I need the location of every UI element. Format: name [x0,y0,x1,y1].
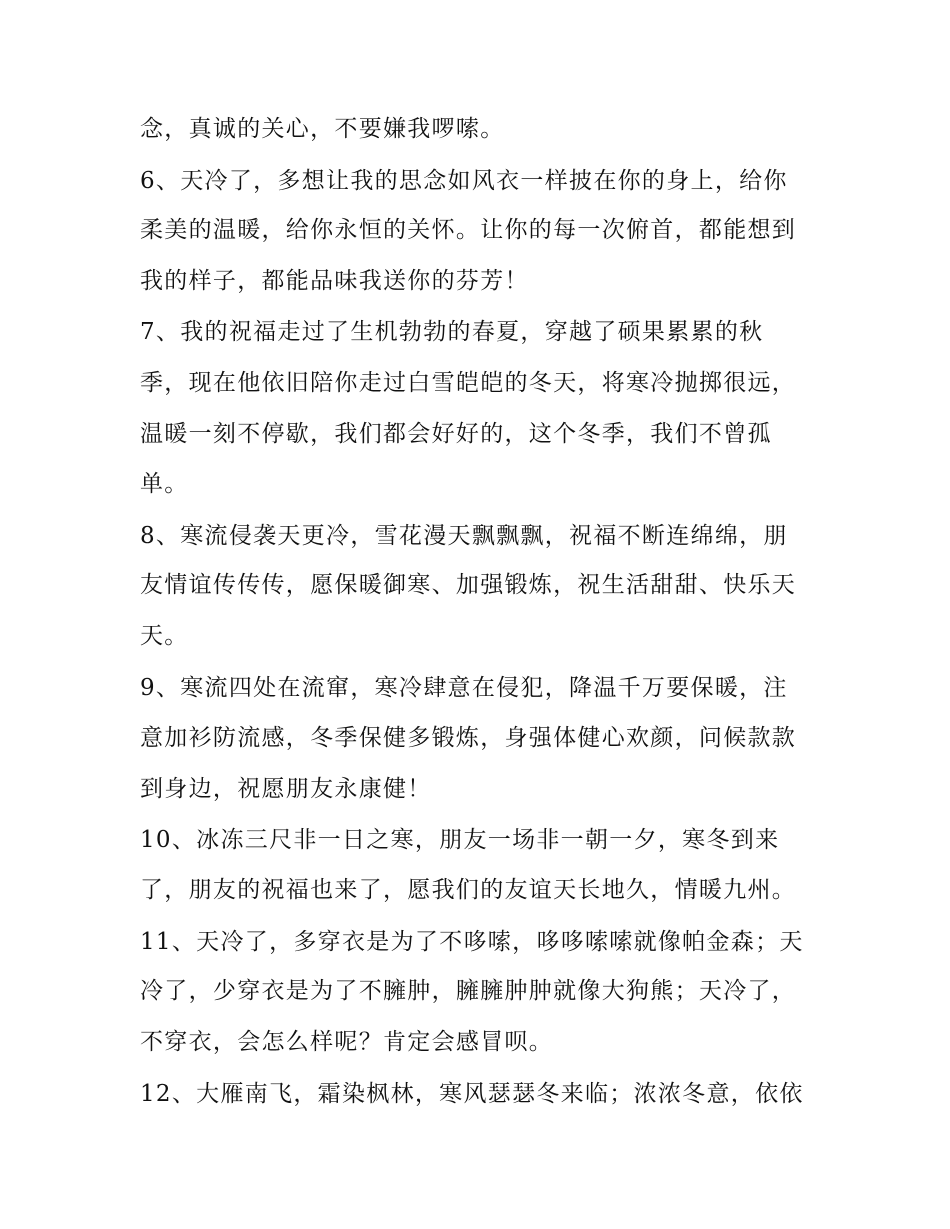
text-line: 温暖一刻不停歇，我们都会好好的，这个冬季，我们不曾孤 [140,421,772,447]
text-line: 了，朋友的祝福也来了，愿我们的友谊天长地久，情暖九州。 [140,877,797,903]
text-line: 11、天冷了，多穿衣是为了不哆嗦，哆哆嗦嗦就像帕金森；天 [140,929,804,955]
text-line: 7、我的祝福走过了生机勃勃的春夏，穿越了硕果累累的秋 [140,319,764,345]
text-line: 10、冰冻三尺非一日之寒，朋友一场非一朝一夕，寒冬到来 [140,827,780,853]
text-line: 季，现在他依旧陪你走过白雪皑皑的冬天，将寒冷抛掷很远， [140,370,797,396]
text-line: 到身边，祝愿朋友永康健！ [140,776,432,802]
text-line: 冷了，少穿衣是为了不臃肿，臃臃肿肿就像大狗熊；天冷了， [140,978,797,1004]
text-line: 念，真诚的关心，不要嫌我啰嗦。 [140,116,505,142]
text-line: 柔美的温暖，给你永恒的关怀。让你的每一次俯首，都能想到 [140,217,797,243]
text-line: 意加衫防流感，冬季保健多锻炼，身强体健心欢颜，问候款款 [140,725,797,751]
text-line: 6、天冷了，多想让我的思念如风衣一样披在你的身上，给你 [140,168,788,194]
text-line: 友情谊传传传，愿保暖御寒、加强锻炼，祝生活甜甜、快乐天 [140,572,797,598]
text-line: 不穿衣，会怎么样呢？肯定会感冒呗。 [140,1029,554,1055]
text-line: 9、寒流四处在流窜，寒冷肆意在侵犯，降温千万要保暖，注 [140,675,788,701]
text-line: 单。 [140,471,189,497]
text-line: 天。 [140,623,189,649]
text-line: 我的样子，都能品味我送你的芬芳！ [140,268,529,294]
text-line: 12、大雁南飞，霜染枫林，寒风瑟瑟冬来临；浓浓冬意，依依 [140,1081,804,1107]
text-line: 8、寒流侵袭天更冷，雪花漫天飘飘飘，祝福不断连绵绵，朋 [140,523,788,549]
